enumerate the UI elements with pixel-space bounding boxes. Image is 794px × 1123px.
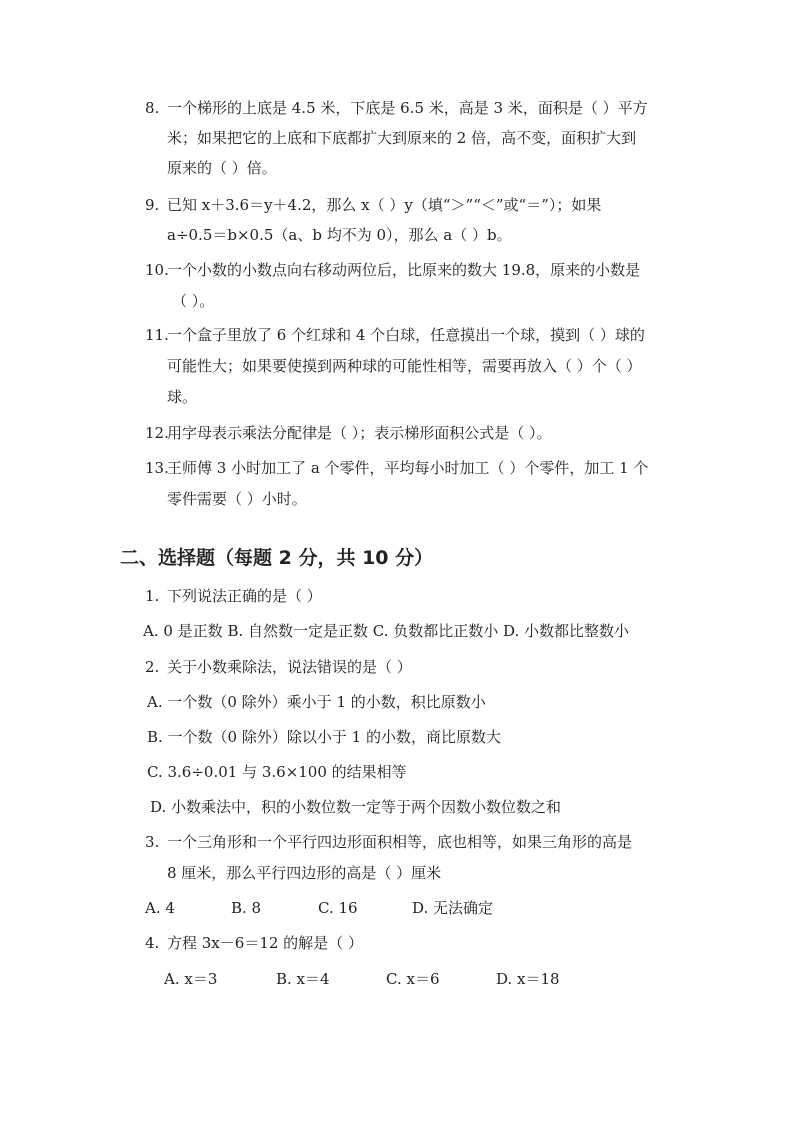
question-text: 方程 3x－6＝12 的解是（ ） <box>167 934 363 952</box>
question-number: 10. <box>145 261 169 279</box>
option-a: A. 一个数（0 除外）乘小于 1 的小数，积比原数小 <box>147 693 486 711</box>
option-b: B. x＝4 <box>276 970 330 988</box>
question-line: 一个小数的小数点向右移动两位后，比原来的数大 19.8，原来的小数是 <box>167 261 641 279</box>
option-b: B. 8 <box>231 899 262 917</box>
options-line: A. 0 是正数 B. 自然数一定是正数 C. 负数都比正数小 D. 小数都比整数小 <box>143 622 630 640</box>
option-d: D. x＝18 <box>496 970 560 988</box>
question-line: （ ）。 <box>172 292 215 310</box>
option-a: A. 4 <box>145 899 175 917</box>
question-line: 米；如果把它的上底和下底都扩大到原来的 2 倍，高不变，面积扩大到 <box>167 129 637 147</box>
question-number: 9. <box>145 196 160 214</box>
option-a: A. x＝3 <box>164 970 218 988</box>
question-text: 下列说法正确的是（ ） <box>167 587 322 605</box>
question-number: 1. <box>145 587 160 605</box>
question-number: 11. <box>145 326 169 344</box>
option-d: D. 小数乘法中，积的小数位数一定等于两个因数小数位数之和 <box>150 798 562 816</box>
question-text: 关于小数乘除法，说法错误的是（ ） <box>167 658 412 676</box>
section-heading: 二、选择题（每题 2 分，共 10 分） <box>120 547 434 569</box>
question-number: 3. <box>145 833 160 851</box>
question-line: 王师傅 3 小时加工了 a 个零件，平均每小时加工（ ）个零件，加工 1 个 <box>167 459 649 477</box>
option-c: C. x＝6 <box>386 970 440 988</box>
question-line: 球。 <box>167 388 198 406</box>
question-number: 4. <box>145 934 160 952</box>
question-line: a÷0.5＝b×0.5（a、b 均不为 0），那么 a（ ）b。 <box>167 226 512 244</box>
question-number: 12. <box>145 424 169 442</box>
question-line: 一个盒子里放了 6 个红球和 4 个白球，任意摸出一个球，摸到（ ）球的 <box>167 326 645 344</box>
question-line: 原来的（ ）倍。 <box>167 159 277 177</box>
option-c: C. 3.6÷0.01 与 3.6×100 的结果相等 <box>147 763 407 781</box>
question-line: 一个三角形和一个平行四边形面积相等，底也相等，如果三角形的高是 <box>167 833 633 851</box>
question-number: 8. <box>145 99 160 117</box>
question-line: 用字母表示乘法分配律是（ ）；表示梯形面积公式是（ ）。 <box>167 424 552 442</box>
question-line: 已知 x＋3.6＝y＋4.2，那么 x（ ）y（填“＞”“＜”或“＝”）；如果 <box>167 196 602 214</box>
question-line: 8 厘米，那么平行四边形的高是（ ）厘米 <box>167 864 442 882</box>
option-c: C. 16 <box>318 899 358 917</box>
question-number: 2. <box>145 658 160 676</box>
question-line: 可能性大；如果要使摸到两种球的可能性相等，需要再放入（ ）个（ ） <box>167 357 642 375</box>
question-line: 零件需要（ ）小时。 <box>167 490 307 508</box>
question-line: 一个梯形的上底是 4.5 米，下底是 6.5 米，高是 3 米，面积是（ ）平方 <box>167 99 648 117</box>
option-d: D. 无法确定 <box>412 899 494 917</box>
option-b: B. 一个数（0 除外）除以小于 1 的小数，商比原数大 <box>147 728 501 746</box>
question-number: 13. <box>145 459 169 477</box>
